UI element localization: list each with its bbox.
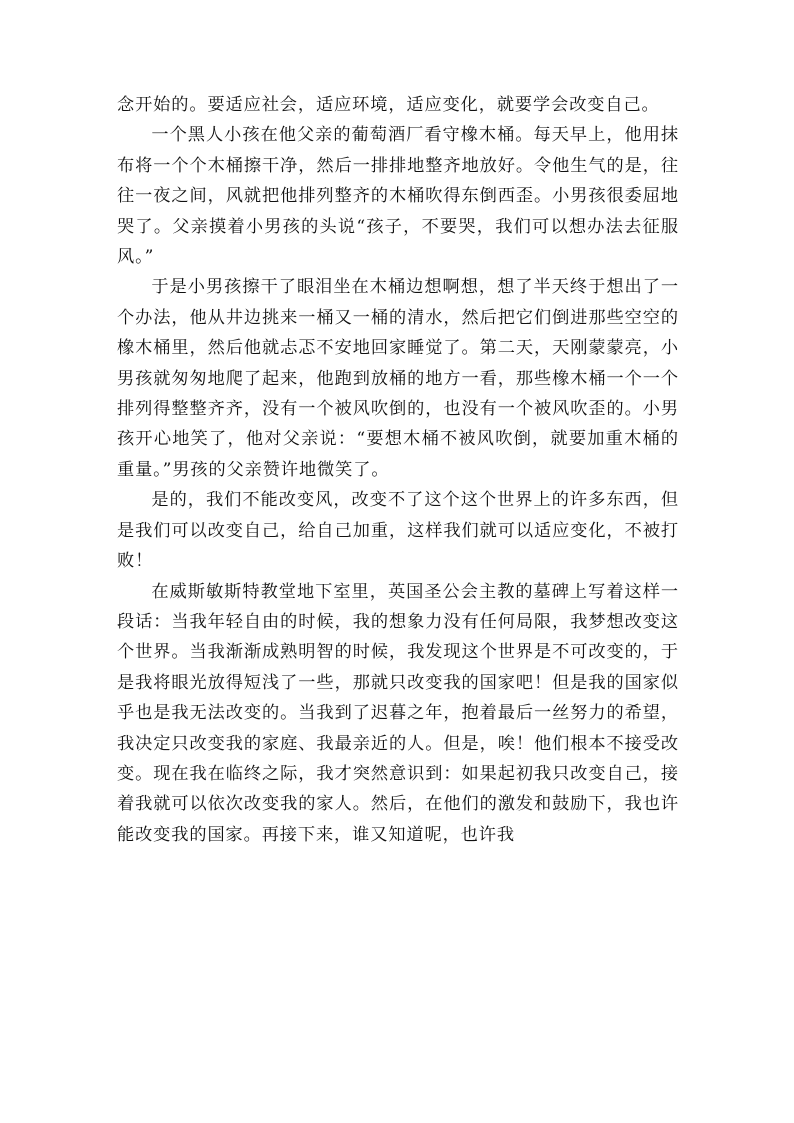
- paragraph-continuation: 念开始的。要适应社会，适应环境，适应变化，就要学会改变自己。: [117, 95, 660, 115]
- paragraph-change-ourselves: 是的，我们不能改变风，改变不了这个这个世界上的许多东西，但是我们可以改变自己，给自己加重，这样我们就可以适应变化，不被打败！: [117, 490, 679, 572]
- paragraph-water-filled-barrels: 于是小男孩擦干了眼泪坐在木桶边想啊想，想了半天终于想出了一个办法，他从井边挑来一桶又一桶的清水，然后把它们倒进那些空空的橡木桶里，然后他就忐忑不安地回家睡觉了。第二天，天刚蒙蒙亮，小男孩就匆匆地爬了起来，他跑到放桶的地方一看，那些橡木桶一个一个排列得整整齐齐，没有一个被风吹倒的，也没有一个被风吹歪的。小男孩开心地笑了，他对父亲说：“要想木桶不被风吹倒，就要加重木桶的重量。”男孩的父亲赞许地微笑了。: [117, 277, 679, 480]
- document-body: [117, 90, 679, 850]
- paragraph-westminster-epitaph: 在威斯敏斯特教堂地下室里，英国圣公会主教的墓碑上写着这样一段话：当我年轻自由的时候，我的想象力没有任何局限，我梦想改变这个世界。当我渐渐成熟明智的时候，我发现这个世界是不可改变的，于是我将眼光放得短浅了一些，那就只改变我的国家吧！但是我的国家似乎也是我无法改变的。当我到了迟暮之年，抱着最后一丝努力的希望，我决定只改变我的家庭、我最亲近的人。但是，唉！他们根本不接受改变。现在我在临终之际，我才突然意识到：如果起初我只改变自己，接着我就可以依次改变我的家人。然后，在他们的激发和鼓励下，我也许能改变我的国家。再接下来，谁又知道呢，也许我: [117, 581, 679, 845]
- paragraph-wine-barrel-boy: 一个黑人小孩在他父亲的葡萄酒厂看守橡木桶。每天早上，他用抹布将一个个木桶擦干净，然后一排排地整齐地放好。令他生气的是，往往一夜之间，风就把他排列整齐的木桶吹得东倒西歪。小男孩很委屈地哭了。父亲摸着小男孩的头说“孩子，不要哭，我们可以想办法去征服风。”: [117, 125, 679, 268]
